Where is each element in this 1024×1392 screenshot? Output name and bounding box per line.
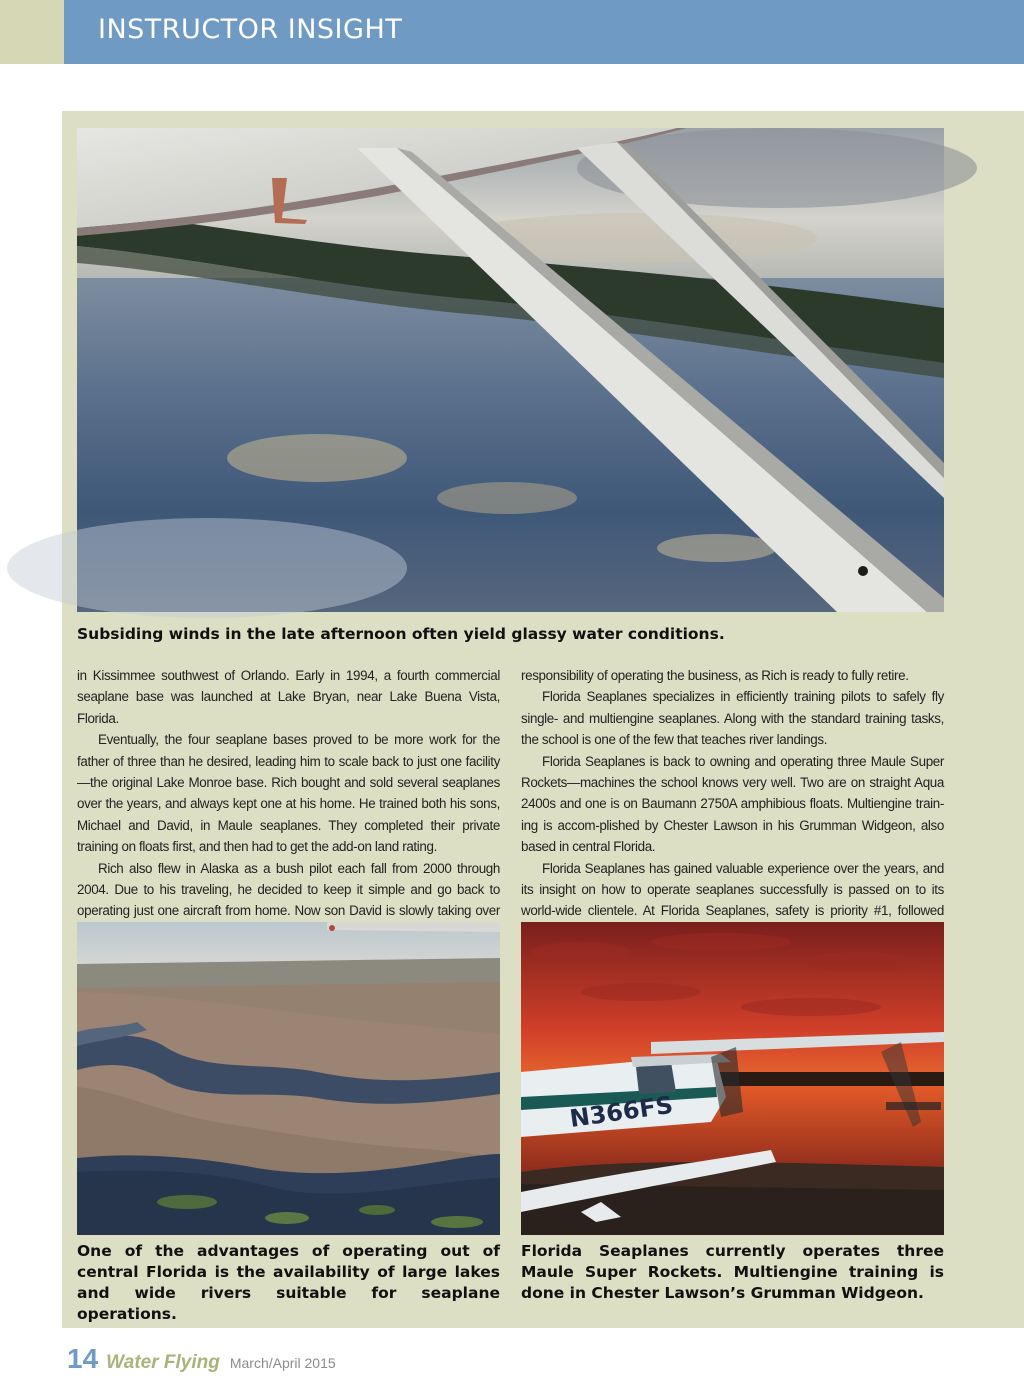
bottom-left-photo-caption: One of the advantages of operating out of central Florida is the availability of large lakes and wide rivers suitable for seaplane operations. [77,1242,500,1323]
section-title: INSTRUCTOR INSIGHT [98,14,403,45]
article-left-column [77,665,500,919]
article-paragraph: Rich also flew in Alaska as a bush pilot each fall from 2000 through 2004. Due to his traveling, he decided to keep it simple and go back to operating just one aircraft from home. Now son David is slowly taking over [77,860,500,919]
issue-date: March/April 2015 [229,1355,336,1371]
article-paragraph: responsibility of operating the business, as Rich is ready to fully retire. [521,668,909,683]
header-accent-tab [0,0,64,64]
glassy-water-wing-strut-photo [77,128,944,612]
article-paragraph: Eventually, the four seaplane bases proved to be more work for the father of three than he desired, leading him to scale back to just one facility—the original Lake Monroe base. Rich bought and sold several seaplanes over the years, and always kept one at his home. He trained both his sons, Michael and David, in Maule seaplanes. They completed their private training on floats first, and then had to get the add-on land rating. [77,732,500,855]
aerial-river-photo [77,922,500,1235]
sunset-seaplane-photo [521,922,944,1235]
top-photo-caption: Subsiding winds in the late afternoon often yield glassy water conditions. [77,625,725,643]
article-paragraph: in Kissimmee southwest of Orlando. Early in 1994, a fourth commercial seaplane base was launched at Lake Bryan, near Lake Buena Vista, Florida. [77,668,500,726]
page-footer [67,1343,336,1383]
article-paragraph: Florida Seaplanes is back to owning and operating three Maule Super Rockets—machines the school knows very well. Two are on straight Aqua 2400s and one is on Baumann 2750A amphibious floats. Multiengine train-ing is accom-plished by Chester Lawson in his Grumman Widgeon, also based in central Florida. [521,753,944,855]
article-paragraph: Florida Seaplanes specializes in efficiently training pilots to safely fly single- and multiengine seaplanes. Along with the standard training tasks, the school is one of the few that teaches river landings. [521,689,944,748]
aircraft-registration: N366FS [567,1090,675,1133]
article-closing-text: Florida Seaplanes has gained valuable experience over the years, and its insight on how to operate seaplanes successfully is passed on to its world-wide clientele. At Florida Seaplanes, safety is priority #1, followed [521,860,944,919]
page-number: 14 [67,1343,99,1374]
magazine-name: Water Flying [106,1352,220,1373]
article-right-column [521,665,944,919]
bottom-right-photo-caption: Florida Seaplanes currently operates three Maule Super Rockets. Multiengine training is done in Chester Lawson’s Grumman Widgeon. [521,1242,944,1302]
